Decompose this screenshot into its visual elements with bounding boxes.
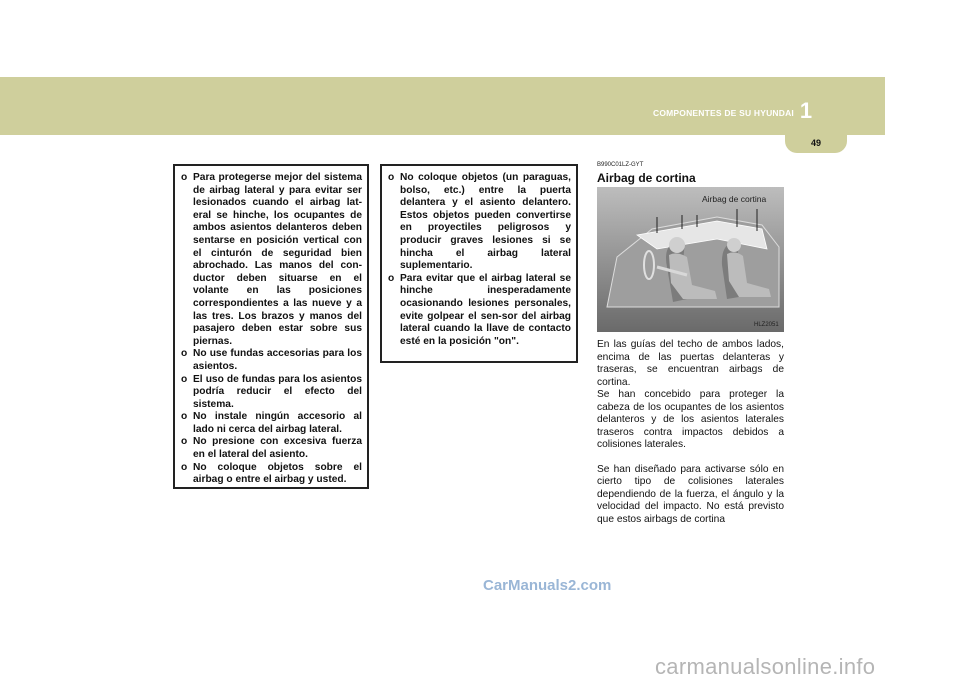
article-title: Airbag de cortina [597, 171, 696, 185]
warning-box-left [173, 164, 369, 489]
section-title: COMPONENTES DE SU HYUNDAI [652, 108, 794, 118]
warning-box-middle [380, 164, 578, 363]
figure-code: HLZ2051 [754, 322, 779, 328]
list-item: o No use fundas accesorias para los asientos. [181, 348, 362, 372]
list-item: o No instale ningún accesorio al lado ni cerca del airbag lateral. [181, 411, 362, 435]
bullet: o [181, 348, 188, 360]
paragraph: Se han concebido para proteger la cabeza de los ocupantes de los asientos delanteros y de los asientos laterales traseros contra impactos debidos a colisiones laterales. [597, 389, 784, 450]
curtain-airbag-illustration [597, 187, 784, 332]
header-band [0, 77, 885, 135]
list-item: o El uso de fundas para los asientos podría reducir el efecto del sistema. [181, 373, 362, 410]
page-number: 49 [810, 138, 821, 148]
footer-watermark: carmanualsonline.info [655, 654, 876, 679]
paragraph: Se han diseñado para activarse sólo en cierto tipo de colisiones laterales dependiendo de la fuerza, el ángulo y la velocidad del impacto. No está previsto que estos airbags de cortina [597, 463, 784, 525]
list-item: o Para protegerse mejor del sistema de airbag lateral y para evitar ser lesionados cuando el airbag lat-eral se hinche, los ocupantes de ambos asientos delanteros deben sentarse en posición vertical con el cinturón de seguridad bien abrochado. Las manos del con-ductor deben situarse en el volante en las posiciones correspondientes a las nueve y a las tres. Los brazos y manos del pasajero deben estar sobre sus piernas. [181, 172, 362, 347]
list-item: o No coloque objetos (un paraguas, bolso, etc.) entre la puerta delantera y el asiento delantero. Estos objetos pueden convertirse en proyectiles peligrosos y producir graves lesiones si se hincha el airbag lateral suplementario. [388, 172, 571, 272]
chapter-number: 1 [799, 98, 813, 123]
watermark-link[interactable]: CarManuals2.com [483, 577, 612, 594]
bullet: o [181, 411, 188, 423]
bullet: o [181, 436, 188, 448]
bullet: o [388, 172, 395, 183]
article-code: B990C01LZ-GYT [597, 162, 644, 168]
list-item: o No coloque objetos sobre el airbag o entre el airbag y usted. [181, 461, 362, 486]
paragraph: En las guías del techo de ambos lados, encima de las puertas delanteras y traseras, se encuentran airbags de cortina. [597, 339, 784, 388]
figure-label: Airbag de cortina [702, 194, 767, 204]
list-item: o Para evitar que el airbag lateral se hinche inesperadamente ocasionando lesiones personales, evite golpear el sen-sor del airbag lateral cuando la llave de contacto esté en la posición "on". [388, 272, 571, 347]
list-item: o No presione con excesiva fuerza en el lateral del asiento. [181, 436, 362, 461]
bullet: o [181, 461, 188, 473]
article-body [597, 339, 784, 526]
bullet: o [181, 373, 188, 385]
bullet: o [388, 272, 395, 284]
bullet: o [181, 172, 188, 183]
